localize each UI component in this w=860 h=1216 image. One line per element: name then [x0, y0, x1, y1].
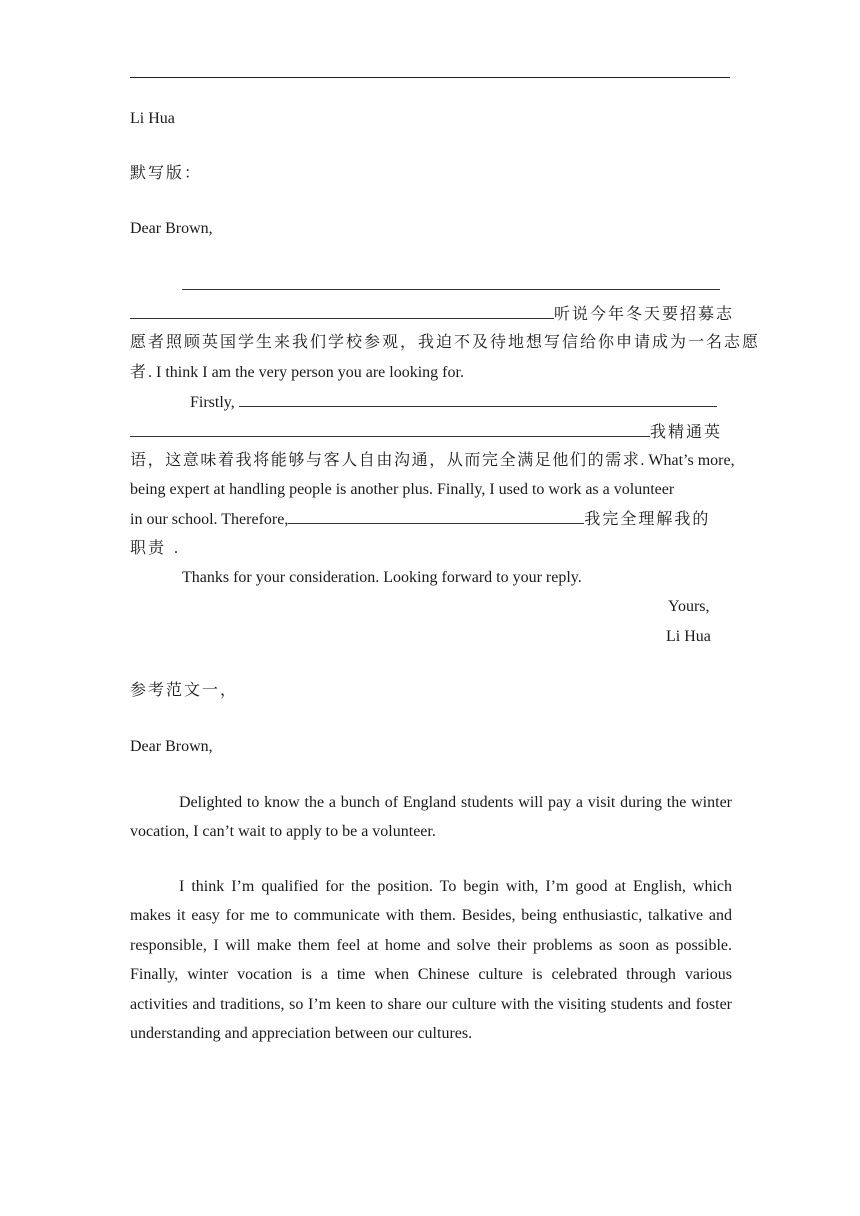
sample-paragraph-2: I think I’m qualified for the position. To begin with, I’m good at English, which makes it easy for me to communicate with them. Besides, being enthusiastic, talkative and responsible, I will make them feel at home and solve their problems as soon as possible. Finally, winter vocation is a time when Chinese culture is celebrated through various activities and traditions, so I’m keen to share our culture with the visiting students and foster understanding and appreciation between our cultures.: [130, 878, 732, 1043]
dictation-closing: Thanks for your consideration. Looking forward to your reply.: [182, 569, 582, 586]
header-name: Li Hua: [130, 110, 175, 127]
fill-blank[interactable]: [130, 304, 554, 319]
dictation-label: 默写版：: [130, 165, 203, 182]
dictation-p2-line5: in our school. Therefore, 我完全理解我的: [130, 511, 711, 528]
dictation-p2-line1: Firstly,: [190, 392, 717, 413]
sample-paragraph-1: Delighted to know the a bunch of England students will pay a visit during the winter vocation, I can’t wait to apply to be a volunteer.: [130, 794, 732, 841]
dictation-p1-line1: 听说今年冬天要招募志: [130, 304, 734, 325]
dictation-p1-line2: 愿者照顾英国学生来我们学校参观，我迫不及待地想写信给你申请成为一名志愿: [130, 334, 761, 351]
dictation-sign-off: Yours,: [668, 598, 710, 615]
dictation-greeting: Dear Brown,: [130, 220, 213, 237]
dictation-p2-line6: 职责 .: [130, 540, 179, 557]
fill-blank[interactable]: [130, 422, 650, 437]
dictation-p1-line3: 者. I think I am the very person you are looking for.: [130, 364, 464, 381]
sample-greeting: Dear Brown,: [130, 738, 213, 755]
dictation-p2-line4: being expert at handling people is another plus. Finally, I used to work as a volunteer: [130, 481, 675, 498]
fill-blank-line[interactable]: [182, 275, 720, 296]
top-rule: [130, 77, 730, 78]
dictation-p2-line3: 语，这意味着我将能够与客人自由沟通，从而完全满足他们的需求. What’s more,: [130, 452, 735, 469]
dictation-p2-line2: 我精通英: [130, 422, 722, 443]
fill-blank[interactable]: [239, 392, 717, 407]
fill-blank[interactable]: [288, 509, 584, 524]
sample-label: 参考范文一，: [130, 682, 239, 699]
dictation-signature: Li Hua: [666, 628, 711, 645]
